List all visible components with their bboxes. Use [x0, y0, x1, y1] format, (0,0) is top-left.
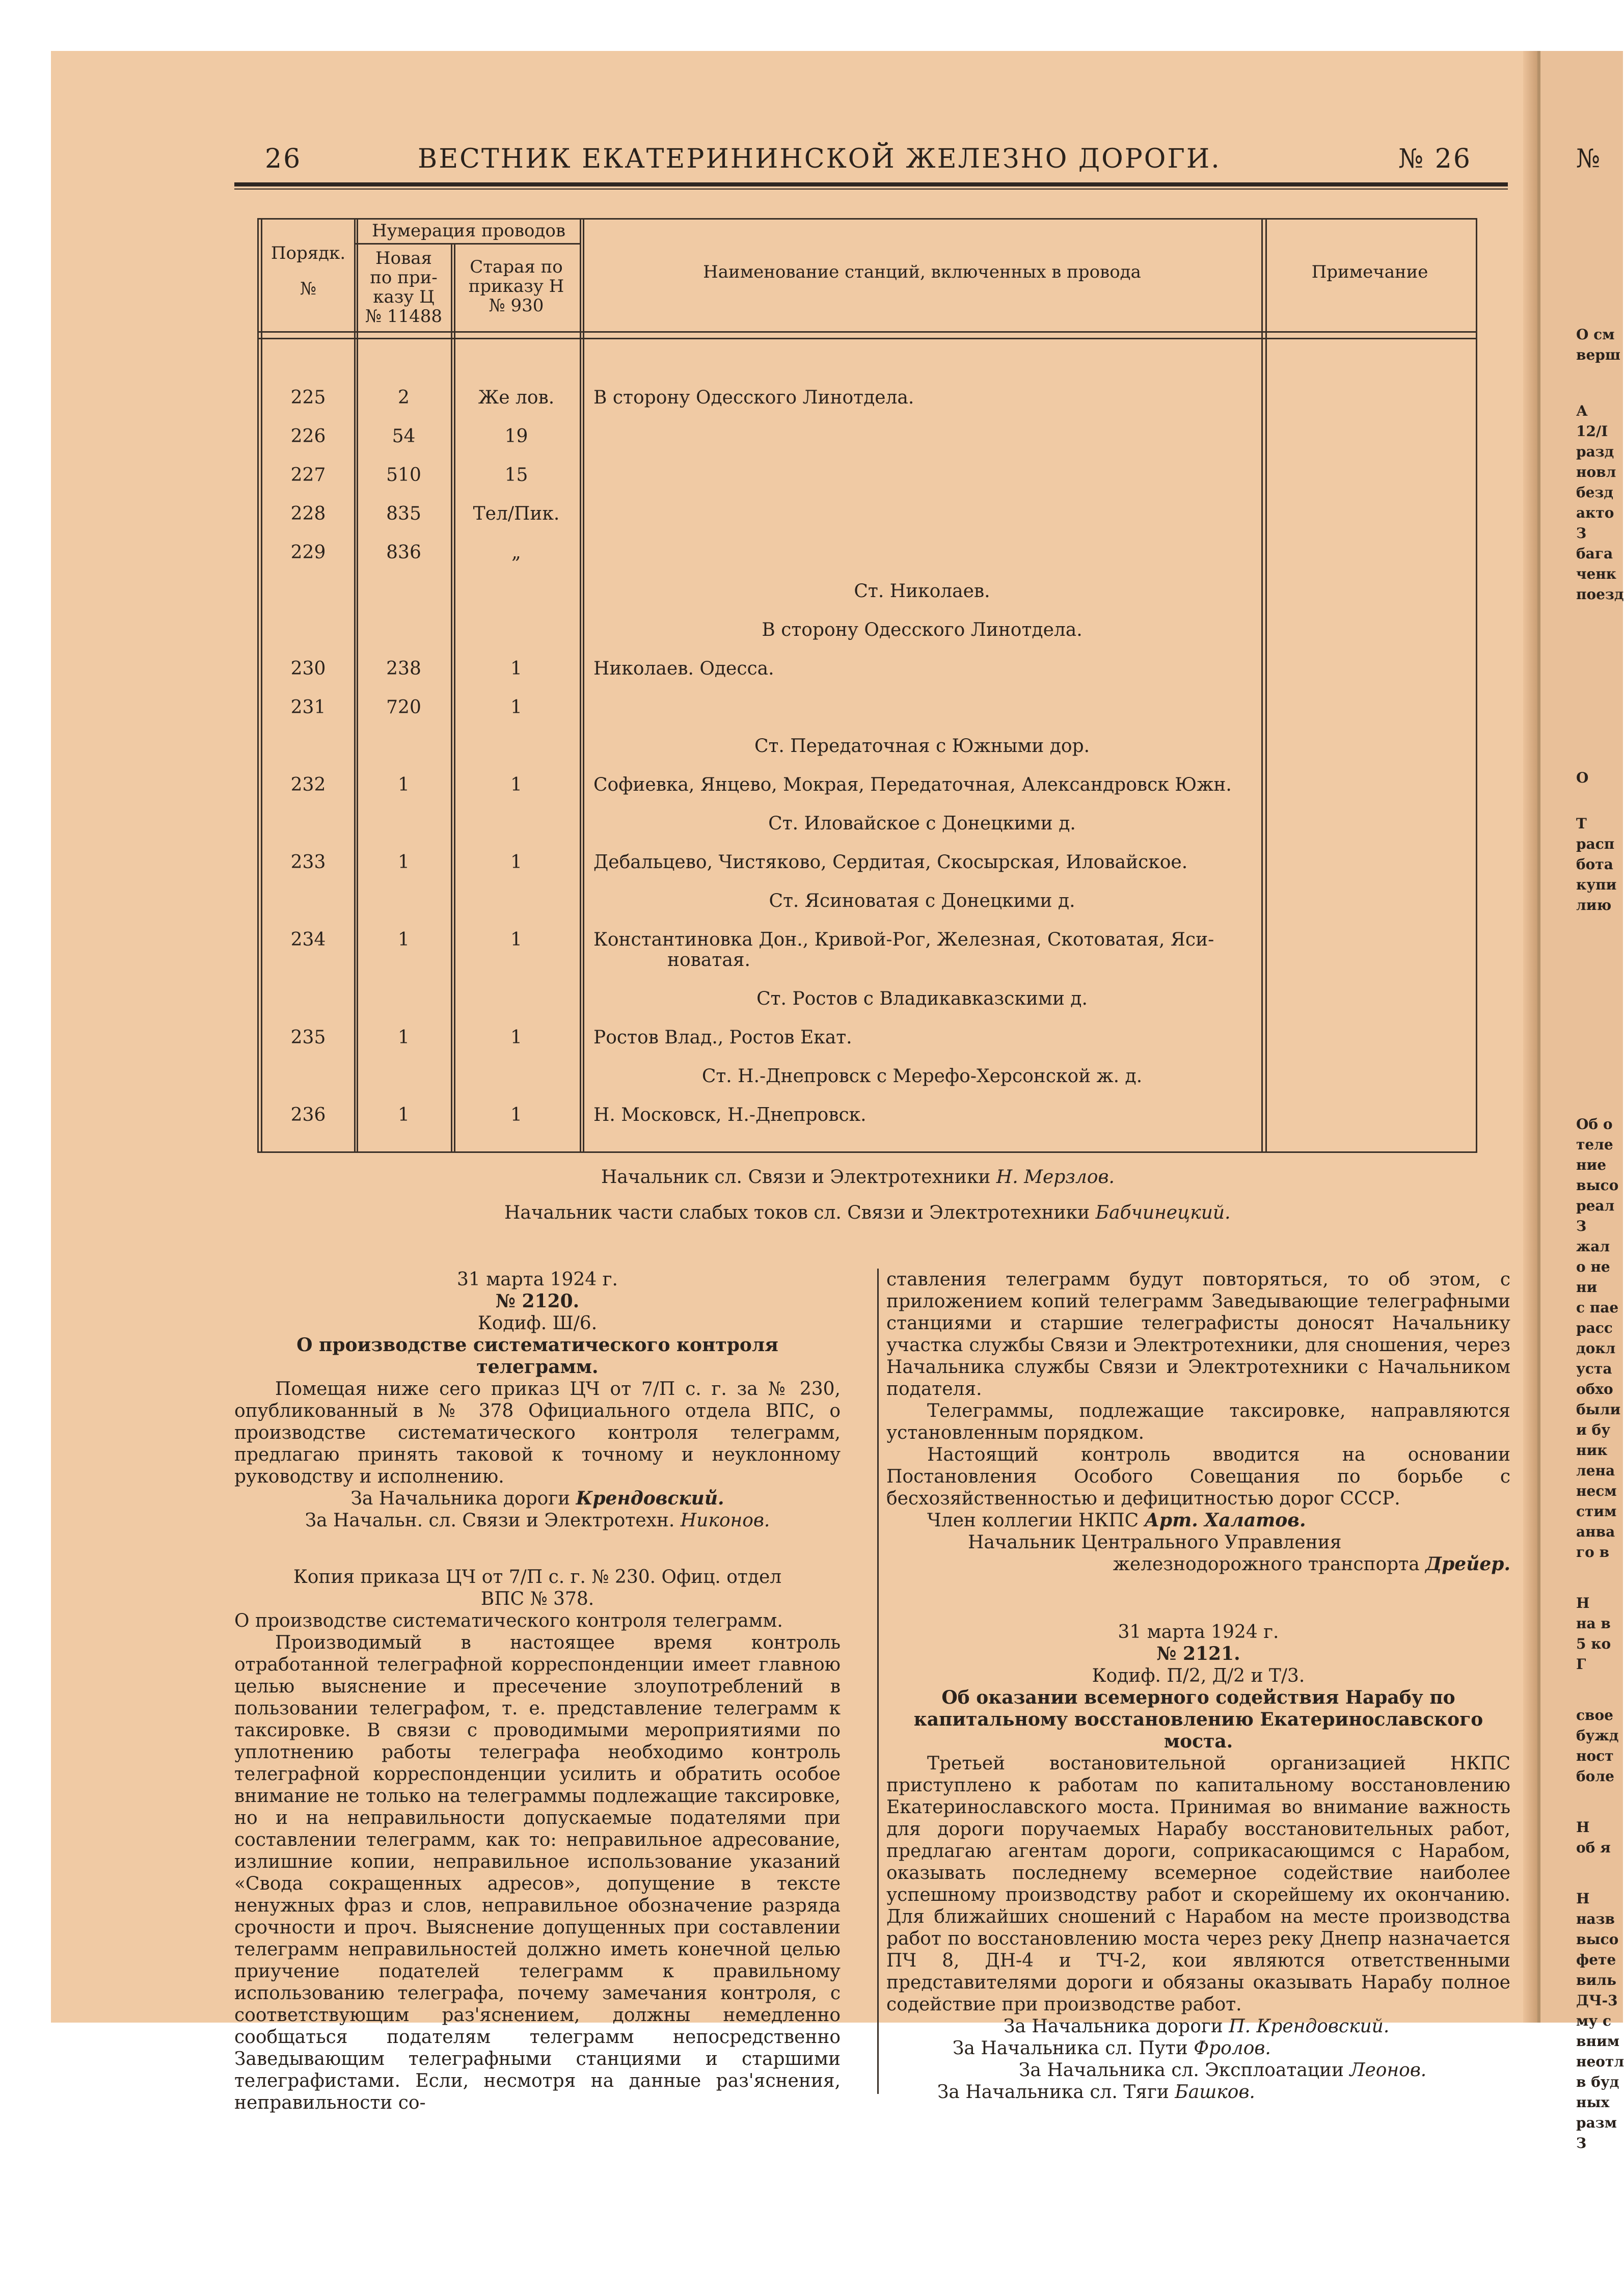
station-list: Николаев. Одесса. [593, 658, 774, 679]
page-number: 26 [265, 144, 302, 174]
copy-body: Производимый в настоящее время контроль отработанной телеграфной корреспонденции имеет главною целью выяснение и пресечение злоупотреблений в пользовании телеграфом, т. е. представление телеграмм к таксировке. В связи с проводимыми мероприятиями по уплотнению работы телеграфа необходимо контроль телеграфной корреспонденции усилить и обратить особое внимание не только на телеграммы подлежащие таксировке, но и на неправильности допускаемые подателями при составлении телеграмм, как то: неправильное адресование, излишние копии, неправильное использование указаний «Свода сокращенных адресов», допущение в тексте ненужных фраз и слов, неправильное обозначение разряда срочности и проч. Выяснение допущенных при составлении телеграмм неправильностей должно иметь конечной целью приучение подателей телеграмм к правильному использованию телеграфа, почему замечания контроля, с соответствующим раз'яснением, должны немедленно сообщаться подателям телеграмм непосредственно Заведывающим телеграфными станциями и старшими телеграфистами. Если, несмотря на данные раз'яснения, неправильности со- [234, 1632, 841, 2113]
adjacent-page-fragment: ДЧ-3 [1576, 1992, 1618, 2009]
table-top-rule [257, 218, 1477, 220]
table-subheading: Ст. Иловайское с Донецкими д. [768, 813, 1076, 834]
adjacent-page-fragment: несм [1576, 1483, 1617, 1499]
row-number: 233 [290, 852, 326, 873]
new-wire-number: 1 [398, 1105, 410, 1125]
old-wire-number: 15 [504, 465, 528, 486]
copy-signature: железнодорожного транспорта Дрейер. [1113, 1553, 1510, 1575]
issue-number: № 26 [1398, 144, 1472, 174]
adjacent-page-fragment: лена [1576, 1462, 1615, 1479]
adjacent-page-fragment: уста [1576, 1360, 1612, 1377]
table-signature-2: Начальник части слабых токов сл. Связи и Электротехники Бабчинецкий. [504, 1202, 1231, 1223]
adjacent-page-fragment: разд [1576, 443, 1614, 460]
copy-body-continued: ставления телеграмм будут повторяться, то об этом, с приложением копий телеграмм Заведывающие телеграфными станциями и старшие телеграфисты доносят Начальнику участка службы Связи и Электротехники, для сношения, через Начальника службы Связи и Электротехники с Начальником подателя. [886, 1269, 1510, 1400]
copy-title: Копия приказа ЦЧ от 7/П с. г. № 230. Офиц. отдел [293, 1567, 782, 1588]
order-2120-left-column [234, 1269, 841, 2114]
adjacent-page-fragment: бага [1576, 545, 1613, 562]
adjacent-page-fragment: ни [1576, 1279, 1598, 1296]
order-signature: За Начальника дороги Крендовский. [350, 1488, 724, 1509]
old-wire-number: 19 [504, 426, 528, 447]
adjacent-page-fragment: вним [1576, 2033, 1620, 2050]
adjacent-page-fragment: реал [1576, 1197, 1615, 1214]
adjacent-page-fragment: виль [1576, 1972, 1616, 1988]
new-wire-number: 836 [386, 542, 421, 563]
old-wire-number: Же лов. [478, 387, 555, 408]
copy-body: Телеграммы, подлежащие таксировке, направляются установленным порядком. [886, 1401, 1510, 1443]
order-heading: О производстве систематического контроля телеграмм. [296, 1334, 778, 1378]
old-wire-number: 1 [510, 658, 522, 679]
col-divider [583, 218, 584, 1153]
adjacent-page-fragment: купи [1576, 876, 1617, 893]
adjacent-page-fragment: бота [1576, 856, 1613, 873]
adjacent-page-fragment: и бу [1576, 1421, 1611, 1438]
adjacent-page-fragment: ченк [1576, 566, 1617, 582]
adjacent-page-fragment: бужд [1576, 1727, 1619, 1744]
row-number: 227 [290, 465, 326, 486]
col-divider [580, 218, 581, 1153]
copy-subtitle: О производстве систематического контроля телеграмм. [234, 1610, 783, 1631]
old-wire-number: 1 [510, 852, 522, 873]
new-wire-number: 54 [392, 426, 416, 447]
copy-body: Настоящий контроль вводится на основании Постановления Особого Совещания по борьбе с бесхозяйственностью и дефицитностью дорог СССР. [886, 1444, 1510, 1509]
adjacent-page-fragment: безд [1576, 484, 1614, 501]
adjacent-page-fragment: об я [1576, 1839, 1611, 1856]
new-wire-number: 1 [398, 774, 410, 795]
header-rule [234, 182, 1508, 186]
order-body: Третьей востановительной организацией НКПС приступлено к работам по капитальному восстановлению Екатеринославского моста. Принимая во внимание важность для дороги поручаемых Нарабу восстановительных работ, предлагаю агентам дороги, соприкасающимся с Нарабом, оказывать последнему всемерное содействие наиболее успешному производству работ и скорейшему их окончанию. Для ближайших сношений с Нарабом на месте производства работ по восстановлению моста через реку Днепр назначается ПЧ 8, ДН-4 и ТЧ-2, кои являются ответственными представителями дороги и обязаны оказывать Нарабу полное содействие при производстве работ. [886, 1753, 1510, 2015]
numbering-rule [354, 243, 581, 245]
order-intro: Помещая ниже сего приказ ЦЧ от 7/П с. г. за № 230, опубликованный в № 378 Официального отдела ВПС, о производстве систематического контроля телеграмм, предлагаю принять таковой к точному и неуклонному руководству и исполнению. [234, 1379, 841, 1487]
adjacent-page-fragment: разм [1576, 2114, 1617, 2131]
table-header-rule [257, 331, 1477, 333]
adjacent-page-fragment: свое [1576, 1707, 1613, 1724]
adjacent-page-fragment: о не [1576, 1258, 1610, 1275]
station-list: Ростов Влад., Ростов Екат. [593, 1027, 852, 1048]
copy-signature: Начальник Центрального Управления [968, 1532, 1342, 1553]
adjacent-page-fragment: теле [1576, 1136, 1613, 1153]
adjacent-page-fragment: З [1576, 2135, 1587, 2151]
col-divider [1261, 218, 1263, 1153]
table-subheading: Ст. Ростов с Владикавказскими д. [756, 988, 1088, 1009]
adjacent-page-fragment: были [1576, 1401, 1621, 1418]
station-list: Софиевка, Янцево, Мокрая, Передаточная, Александровск Южн. [593, 774, 1232, 795]
stations-header: Наименование станций, включенных в провода [703, 262, 1141, 282]
adjacent-page-fragment: жал [1576, 1238, 1610, 1255]
numbering-header: Нумерация проводов [371, 221, 566, 241]
row-number: 230 [290, 658, 326, 679]
table-header-rule-2 [257, 338, 1477, 339]
col-divider [1265, 218, 1267, 1153]
new-wire-number: 720 [386, 697, 421, 718]
table-subheading: Ст. Передаточная с Южными дор. [754, 736, 1090, 757]
adjacent-page-fragment: му с [1576, 2012, 1612, 2029]
old-wire-number: 1 [510, 929, 522, 950]
adjacent-page-fragment: 5 ко [1576, 1635, 1611, 1652]
right-column [886, 1269, 1510, 2103]
order-signature: За Начальника сл. Тяги Башков. [937, 2082, 1255, 2103]
adjacent-page-fragment: З [1576, 1218, 1587, 1234]
old-numbering-header: Старая по приказу Н № 930 [468, 257, 564, 316]
notes-header: Примечание [1311, 262, 1428, 282]
table-subheading: Ст. Николаев. [854, 581, 990, 602]
row-number: 226 [290, 426, 326, 447]
adjacent-page-fragment: Н [1576, 1890, 1590, 1907]
table-bottom-rule [257, 1151, 1477, 1153]
adjacent-page-fragment: докл [1576, 1340, 1616, 1357]
adjacent-page-fragment: Н [1576, 1819, 1590, 1836]
row-number: 228 [290, 503, 326, 524]
header-rule-thin [234, 189, 1508, 190]
station-list: Дебальцево, Чистяково, Сердитая, Скосырская, Иловайское. [593, 852, 1188, 873]
adjacent-page-fragment: ние [1576, 1157, 1607, 1173]
adjacent-page-fragment: новл [1576, 464, 1616, 480]
table-subheading: Ст. Ясиноватая с Донецкими д. [769, 891, 1075, 911]
adjacent-page-fragment: А [1576, 402, 1588, 419]
adjacent-page-fragment: расс [1576, 1320, 1613, 1336]
old-wire-number: „ [511, 542, 521, 563]
row-number: 232 [290, 774, 326, 795]
station-list: Константиновка Дон., Кривой-Рог, Железная, Скотоватая, Яси- [593, 929, 1214, 950]
new-wire-number: 510 [386, 465, 421, 486]
row-number: 231 [290, 697, 326, 718]
row-number: 225 [290, 387, 326, 408]
adjacent-page-fragment: боле [1576, 1768, 1614, 1785]
order-codif: Кодиф. Ш/6. [477, 1313, 598, 1334]
old-wire-number: Тел/Пик. [473, 503, 560, 524]
adjacent-page-fragment: на в [1576, 1615, 1611, 1632]
order-number: № 2120. [495, 1290, 580, 1312]
adjacent-page-fragment: назв [1576, 1911, 1615, 1927]
adjacent-page-fragment: лию [1576, 897, 1612, 913]
adjacent-page-fragment: неотл [1576, 2053, 1624, 2070]
adjacent-page-fragment: в буд [1576, 2074, 1619, 2090]
row-number: 229 [290, 542, 326, 563]
col-divider [451, 243, 452, 1153]
order-header: Порядк. [270, 243, 346, 263]
adjacent-page-fragment: с пае [1576, 1299, 1619, 1316]
table-subheading: В сторону Одесского Линотдела. [762, 620, 1082, 640]
station-list-continued: новатая. [667, 950, 750, 971]
station-list: В сторону Одесского Линотдела. [593, 387, 914, 408]
adjacent-page-fragment: фете [1576, 1951, 1616, 1968]
table-border [257, 218, 259, 1153]
new-wire-number: 1 [398, 929, 410, 950]
new-wire-number: 238 [386, 658, 421, 679]
journal-title: ВЕСТНИК ЕКАТЕРИНИНСКОЙ ЖЕЛЕЗНО ДОРОГИ. [418, 144, 1221, 174]
adjacent-page-fragment: Об о [1576, 1116, 1613, 1133]
adjacent-page-fragment: Г [1576, 1656, 1586, 1673]
adjacent-page-fragment: акто [1576, 504, 1614, 521]
new-wire-number: 2 [398, 387, 410, 408]
adjacent-page-fragment: го в [1576, 1544, 1610, 1561]
order-date: 31 марта 1924 г. [457, 1269, 618, 1290]
old-wire-number: 1 [510, 697, 522, 718]
order-signature: За Начальн. сл. Связи и Электротехн. Никонов. [305, 1510, 770, 1531]
new-numbering-header: Новая по при- казу Ц № 11488 [365, 248, 443, 327]
adjacent-page-fragment: Т [1576, 815, 1587, 832]
order-heading: Об оказании всемерного содействия Нарабу по капитальному восстановлению Екатеринославского моста. [913, 1687, 1483, 1752]
adjacent-page-fragment: ник [1576, 1442, 1608, 1459]
row-number: 236 [290, 1105, 326, 1125]
old-wire-number: 1 [510, 1027, 522, 1048]
adjacent-page-fragment: О [1576, 769, 1589, 786]
adjacent-page-fragment: расп [1576, 836, 1615, 852]
adjacent-page-fragment: Н [1576, 1595, 1590, 1611]
new-wire-number: 835 [386, 503, 421, 524]
table-border [1476, 218, 1477, 1153]
adjacent-page-number: № [1576, 144, 1601, 173]
new-wire-number: 1 [398, 1027, 410, 1048]
order-sign: № [300, 279, 317, 299]
order-signature: За Начальника сл. Эксплоатации Леонов. [1019, 2060, 1427, 2081]
col-divider [357, 218, 358, 1153]
col-divider [354, 218, 356, 1153]
order-codif: Кодиф. П/2, Д/2 и Т/3. [1092, 1665, 1305, 1686]
old-wire-number: 1 [510, 1105, 522, 1125]
adjacent-page-fragment: анва [1576, 1523, 1615, 1540]
station-list: Н. Московск, Н.-Днепровск. [593, 1105, 867, 1125]
table-subheading: Ст. Н.-Днепровск с Мерефо-Херсонской ж. д. [701, 1066, 1143, 1087]
adjacent-page-fragment: обхо [1576, 1381, 1613, 1397]
adjacent-page-edge [1537, 51, 1624, 2151]
adjacent-page-fragment: 12/I [1576, 423, 1608, 440]
table-border [261, 218, 262, 1153]
order-date: 31 марта 1924 г. [1118, 1622, 1279, 1643]
copy-signature: Член коллегии НКПС Арт. Халатов. [927, 1510, 1306, 1531]
adjacent-page-fragment: верш [1576, 346, 1620, 363]
order-signature: За Начальника дороги П. Крендовский. [1004, 2016, 1390, 2037]
adjacent-page-fragment: О см [1576, 326, 1615, 343]
adjacent-page-fragment: ных [1576, 2094, 1610, 2111]
old-wire-number: 1 [510, 774, 522, 795]
row-number: 234 [290, 929, 326, 950]
adjacent-page-fragment: поезд [1576, 586, 1624, 603]
adjacent-page-fragment: высо [1576, 1931, 1619, 1948]
column-divider-rule [877, 1269, 879, 2094]
order-number: № 2121. [1156, 1643, 1240, 1664]
copy-title: ВПС № 378. [480, 1589, 594, 1609]
adjacent-page-fragment: ност [1576, 1747, 1614, 1764]
adjacent-page-fragment: высо [1576, 1177, 1619, 1194]
adjacent-page-fragment: З [1576, 525, 1587, 542]
adjacent-page-fragment: стим [1576, 1503, 1617, 1520]
row-number: 235 [290, 1027, 326, 1048]
new-wire-number: 1 [398, 852, 410, 873]
order-signature: За Начальника сл. Пути Фролов. [953, 2038, 1271, 2059]
table-signature-1: Начальник сл. Связи и Электротехники Н. Мерзлов. [601, 1167, 1115, 1188]
